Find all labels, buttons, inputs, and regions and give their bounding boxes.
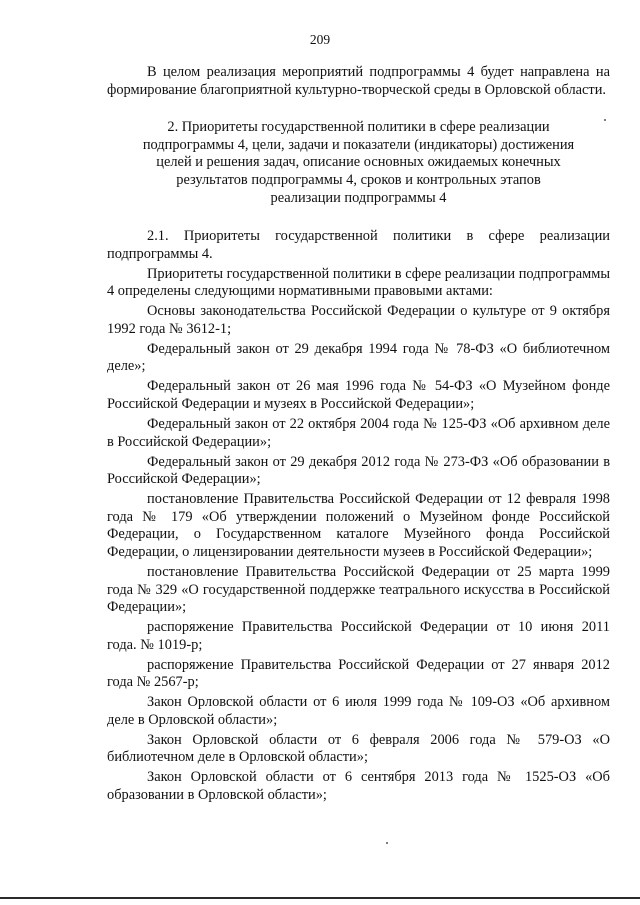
- heading-line: результатов подпрограммы 4, сроков и контрольных этапов: [176, 171, 541, 188]
- scan-bottom-edge: [0, 897, 640, 899]
- heading-line: 2. Приоритеты государственной политики в сфере реализации: [167, 119, 550, 136]
- document-body: [107, 64, 610, 807]
- legal-act-item: постановление Правительства Российской Федерации от 25 марта 1999 года № 329 «О государственной поддержке театрального искусства в Российской Федерации»;: [107, 563, 610, 616]
- intro-paragraph: В целом реализация мероприятий подпрограммы 4 будет направлена на формирование благоприятной культурно-творческой среды в Орловской области.: [107, 64, 610, 98]
- legal-act-item: Федеральный закон от 29 декабря 2012 года № 273-ФЗ «Об образовании в Российской Федерации»;: [107, 453, 610, 488]
- heading-line: целей и решения задач, описание основных ожидаемых конечных: [156, 154, 561, 171]
- legal-act-item: Федеральный закон от 26 мая 1996 года № 54-ФЗ «О Музейном фонде Российской Федерации и музеях в Российской Федерации»;: [107, 378, 610, 413]
- heading-line: подпрограммы 4, цели, задачи и показатели (индикаторы) достижения: [142, 136, 575, 153]
- legal-act-item: Закон Орловской области от 6 февраля 2006 года № 579-ОЗ «О библиотечном деле в Орловской области»;: [107, 731, 610, 766]
- legal-act-item: Закон Орловской области от 6 июля 1999 года № 109-ОЗ «Об архивном деле в Орловской области»;: [107, 694, 610, 728]
- scan-speck: [386, 842, 388, 844]
- legal-act-item: Основы законодательства Российской Федерации о культуре от 9 октября 1992 года № 3612-1;: [107, 303, 610, 337]
- legal-act-item: постановление Правительства Российской Федерации от 12 февраля 1998 года № 179 «Об утверждении положений о Музейном фонде Российской Федерации, о Государственном каталоге Музейного фонда Российской Федерации, о лицензировании деятельности музеев в Российской Федерации»;: [107, 491, 610, 560]
- legal-act-item: Федеральный закон от 29 декабря 1994 года № 78-ФЗ «О библиотечном деле»;: [107, 340, 610, 375]
- scan-speck: [604, 119, 606, 121]
- heading-line: реализации подпрограммы 4: [270, 189, 447, 206]
- section-heading: [107, 119, 610, 207]
- subsection-title: 2.1. Приоритеты государственной политики в сфере реализации подпрограммы 4.: [107, 228, 610, 262]
- legal-act-item: Федеральный закон от 22 октября 2004 года № 125-ФЗ «Об архивном деле в Российской Федерации»;: [107, 416, 610, 450]
- legal-act-item: распоряжение Правительства Российской Федерации от 27 января 2012 года № 2567-р;: [107, 656, 610, 691]
- page-number: 209: [309, 32, 331, 47]
- priorities-intro-paragraph: Приоритеты государственной политики в сфере реализации подпрограммы 4 определены следующими нормативными правовыми актами:: [107, 265, 610, 300]
- legal-act-item: Закон Орловской области от 6 сентября 2013 года № 1525-ОЗ «Об образовании в Орловской области»;: [107, 769, 610, 804]
- legal-act-item: распоряжение Правительства Российской Федерации от 10 июня 2011 года. № 1019-р;: [107, 619, 610, 653]
